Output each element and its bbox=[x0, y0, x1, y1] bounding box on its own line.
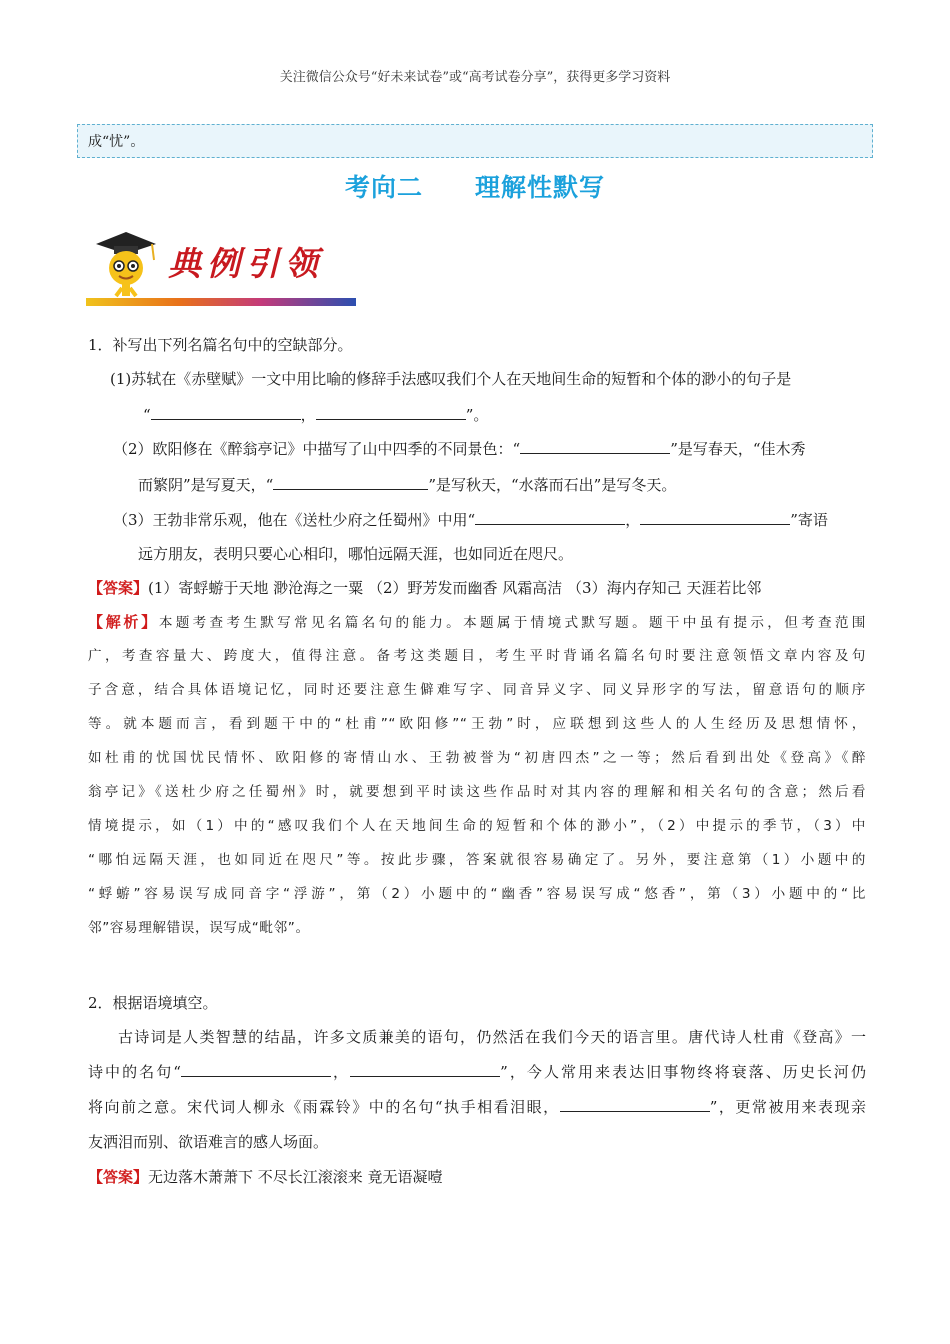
section-name: 理解性默写 bbox=[475, 173, 606, 202]
answer-tag: 【答案】 bbox=[88, 579, 149, 597]
analysis-line: “蜉蝣”容易误写成同音字“浮游”，第（2）小题中的“幽香”容易误写成“悠香”，第（3）小题中的“比 bbox=[88, 886, 866, 902]
answer-blank[interactable] bbox=[640, 510, 790, 525]
section-number: 考向二 bbox=[344, 173, 423, 202]
q1-sub1-line2: “ ， ”。 bbox=[143, 406, 489, 424]
q2-line: 古诗词是人类智慧的结晶，许多文质兼美的语句，仍然活在我们今天的语言里。唐代诗人杜甫《登高》一 bbox=[118, 1028, 866, 1046]
q1-analysis: 【解析】本题考查考生默写常见名篇名句的能力。本题属于情境式默写题。题干中虽有提示，但考查范围 广，考查容量大、跨度大，值得注意。备考这类题目，考生平时背诵名篇名句时要注意领悟文章内容及句 子含意，结合具体语境记忆，同时还要注意生僻难写字、同音异义字、同义异形字的写法，留意语句的顺序 等。就本题而言，看到题干中的“杜甫”“欧阳修”“王勃”时，应联想到这些人的人生经历及思想情怀， 如杜甫的忧国忧民情怀、欧阳修的寄情山水、王勃被誉为“初唐四杰”之一等；然后看到出处《登高》《醉 翁亭记》《送杜少府之任蜀州》时，就要想到平时读这些作品时对其内容的理解和相关名句的含意；然后看 情境提示，如（1）中的“感叹我们个人在天地间生命的短暂和个体的渺小”，（2）中提示的季节，（3）中 “哪怕远隔天涯，也如同近在咫尺”等。按此步骤，答案就很容易确定了。另外，要注意第（1）小题中的 “蜉蝣”容易误写成同音字“浮游”，第（2）小题中的“幽香”容易误写成“悠香”，第（3）小题中的“比 邻”容易理解错误，误写成“毗邻”。 bbox=[88, 611, 866, 950]
q1-sub1-line1: (1)苏轼在《赤壁赋》一文中用比喻的修辞手法感叹我们个人在天地间生命的短暂和个体的渺小的句子是 bbox=[110, 370, 792, 388]
analysis-line: 翁亭记》《送杜少府之任蜀州》时，就要想到平时读这些作品时对其内容的理解和相关名句的含意；然后看 bbox=[88, 784, 866, 800]
tip-box bbox=[77, 124, 873, 158]
answer-blank[interactable] bbox=[560, 1097, 710, 1112]
answer-blank[interactable] bbox=[151, 405, 301, 420]
answer-tag: 【答案】 bbox=[88, 1168, 149, 1186]
q1-answer bbox=[88, 577, 761, 598]
analysis-line: 情境提示，如（1）中的“感叹我们个人在天地间生命的短暂和个体的渺小”，（2）中提示的季节，（3）中 bbox=[88, 818, 866, 834]
q2-line: 将向前之意。宋代词人柳永《雨霖铃》中的名句“执手相看泪眼， ”，更常被用来表现亲 bbox=[88, 1098, 867, 1116]
answer-blank[interactable] bbox=[520, 439, 670, 454]
analysis-line: 如杜甫的忧国忧民情怀、欧阳修的寄情山水、王勃被誉为“初唐四杰”之一等；然后看到出处《登高》《醉 bbox=[88, 750, 866, 766]
banner-underline bbox=[86, 298, 356, 306]
q2-answer-text: 无边落木萧萧下 不尽长江滚滚来 竟无语凝噎 bbox=[148, 1168, 443, 1186]
answer-blank[interactable] bbox=[181, 1062, 331, 1077]
q2-stem: 2．根据语境填空。 bbox=[88, 994, 218, 1012]
q1-sub2-line2: 而繁阴”是写夏天，“ ”是写秋天，“水落而石出”是写冬天。 bbox=[138, 476, 677, 494]
q1-answer-text: (1）寄蜉蝣于天地 渺沧海之一粟 （2）野芳发而幽香 风霜高洁 （3）海内存知己 天涯若比邻 bbox=[148, 579, 762, 597]
q2-line: 诗中的名句“ ， ”，今人常用来表达旧事物终将衰落、历史长河仍 bbox=[88, 1063, 866, 1081]
tip-box-text: 成“忧”。 bbox=[88, 134, 145, 150]
answer-blank[interactable] bbox=[316, 405, 466, 420]
q1-stem: 1．补写出下列名篇名句中的空缺部分。 bbox=[88, 336, 353, 354]
banner-title: 典例引领 bbox=[168, 244, 324, 283]
analysis-line: 广，考查容量大、跨度大，值得注意。备考这类题目，考生平时背诵名篇名句时要注意领悟文章内容及句 bbox=[88, 648, 866, 664]
answer-blank[interactable] bbox=[350, 1062, 500, 1077]
analysis-line: 邻”容易理解错误，误写成“毗邻”。 bbox=[88, 920, 310, 936]
q1-sub2-line1: （2）欧阳修在《醉翁亭记》中描写了山中四季的不同景色：“ ”是写春天，“佳木秀 bbox=[113, 440, 806, 458]
example-banner bbox=[86, 226, 358, 308]
doctor-mascot-icon bbox=[86, 226, 166, 308]
q1-sub3-line2: 远方朋友，表明只要心心相印，哪怕远隔天涯，也如同近在咫尺。 bbox=[138, 545, 574, 563]
analysis-line: “哪怕远隔天涯，也如同近在咫尺”等。按此步骤，答案就很容易确定了。另外，要注意第（1）小题中的 bbox=[88, 852, 866, 868]
answer-blank[interactable] bbox=[475, 510, 625, 525]
analysis-line: 等。就本题而言，看到题干中的“杜甫”“欧阳修”“王勃”时，应联想到这些人的人生经历及思想情怀， bbox=[88, 716, 866, 732]
analysis-tag: 【解析】 bbox=[88, 613, 159, 631]
q2-line: 友洒泪而别、欲语难言的感人场面。 bbox=[88, 1133, 329, 1151]
q2-passage bbox=[88, 1026, 866, 1166]
analysis-line: 子含意，结合具体语境记忆，同时还要注意生僻难写字、同音异义字、同义异形字的写法，留意语句的顺序 bbox=[88, 682, 866, 698]
answer-blank[interactable] bbox=[273, 475, 428, 490]
header-note: 关注微信公众号“好未来试卷”或“高考试卷分享”，获得更多学习资料 bbox=[279, 70, 671, 85]
q2-answer bbox=[88, 1166, 443, 1187]
section-title bbox=[0, 168, 950, 204]
q1-sub3-line1: （3）王勃非常乐观，他在《送杜少府之任蜀州》中用“ ， ”寄语 bbox=[113, 511, 828, 529]
